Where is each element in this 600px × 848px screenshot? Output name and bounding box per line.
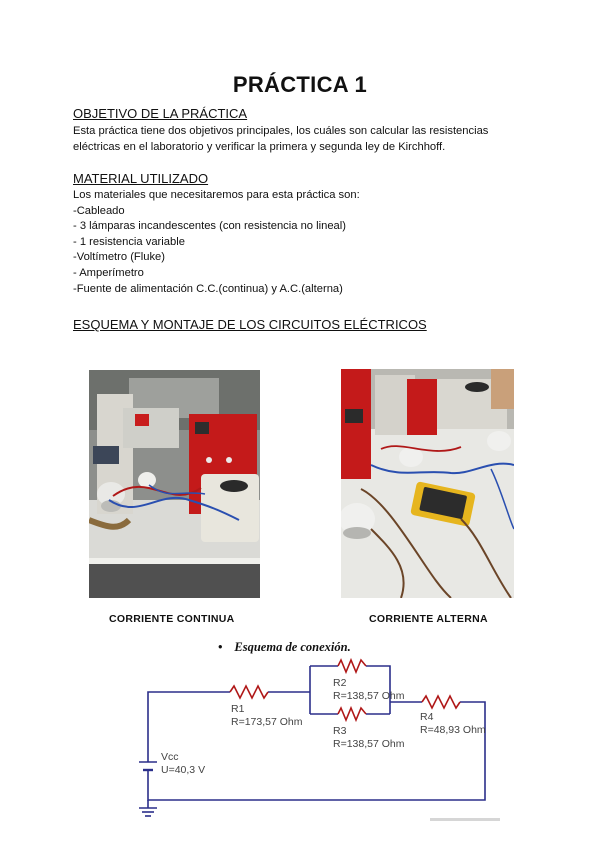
material-item: - 3 lámparas incandescentes (con resistencia no lineal) <box>73 220 346 233</box>
r4-value: R=48,93 Ohm <box>420 723 486 736</box>
r1-label <box>231 703 303 728</box>
materials-list <box>73 188 533 297</box>
divider <box>430 818 500 821</box>
objective-line-1: Esta práctica tiene dos objetivos principales, los cuáles son calcular las resistencias <box>73 125 489 137</box>
r1-name: R1 <box>231 703 245 715</box>
r3-value: R=138,57 Ohm <box>333 737 405 750</box>
page-title: PRÁCTICA 1 <box>232 72 368 97</box>
resistor-r3 <box>338 708 366 720</box>
r4-label <box>420 711 486 736</box>
objective-heading: OBJETIVO DE LA PRÁCTICA <box>73 106 248 121</box>
ac-caption: CORRIENTE ALTERNA <box>369 613 488 625</box>
resistor-r1 <box>230 686 268 698</box>
dc-caption: CORRIENTE CONTINUA <box>109 613 235 625</box>
bullet: • <box>218 640 223 654</box>
material-item: -Voltímetro (Fluke) <box>73 251 166 264</box>
r3-label <box>333 725 405 750</box>
material-item: - Amperímetro <box>73 266 144 279</box>
vcc-name: Vcc <box>161 751 179 763</box>
dc-setup-illustration <box>89 370 260 598</box>
r4-name: R4 <box>420 711 434 723</box>
material-item: -Cableado <box>73 204 125 217</box>
material-item: - 1 resistencia variable <box>73 235 185 248</box>
ac-setup-illustration <box>341 369 514 598</box>
r2-label <box>333 677 405 702</box>
materials-intro: Los materiales que necesitaremos para esta práctica son: <box>73 189 360 201</box>
dc-setup-photo <box>89 370 260 598</box>
r1-value: R=173,57 Ohm <box>231 715 303 728</box>
schematic-heading: ESQUEMA Y MONTAJE DE LOS CIRCUITOS ELÉCTRICOS <box>73 317 427 332</box>
battery-vcc <box>139 756 157 780</box>
material-item: -Fuente de alimentación C.C.(continua) y A.C.(alterna) <box>73 282 343 295</box>
materials-heading: MATERIAL UTILIZADO <box>73 171 209 186</box>
ac-setup-photo <box>341 369 514 598</box>
r2-value: R=138,57 Ohm <box>333 689 405 702</box>
resistor-r2 <box>338 660 366 672</box>
circuit-diagram <box>0 650 600 825</box>
r3-name: R3 <box>333 725 347 737</box>
r2-name: R2 <box>333 677 347 689</box>
vcc-label <box>161 751 205 776</box>
resistor-r4 <box>422 696 460 708</box>
vcc-value: U=40,3 V <box>161 763 206 776</box>
objective-text <box>73 124 533 155</box>
connection-title-text: Esquema de conexión. <box>234 640 351 654</box>
objective-line-2: eléctricas en el laboratorio y verificar la primera y segunda ley de Kirchhoff. <box>73 140 446 153</box>
ground-symbol <box>139 808 157 816</box>
circuit-wires <box>148 666 485 808</box>
